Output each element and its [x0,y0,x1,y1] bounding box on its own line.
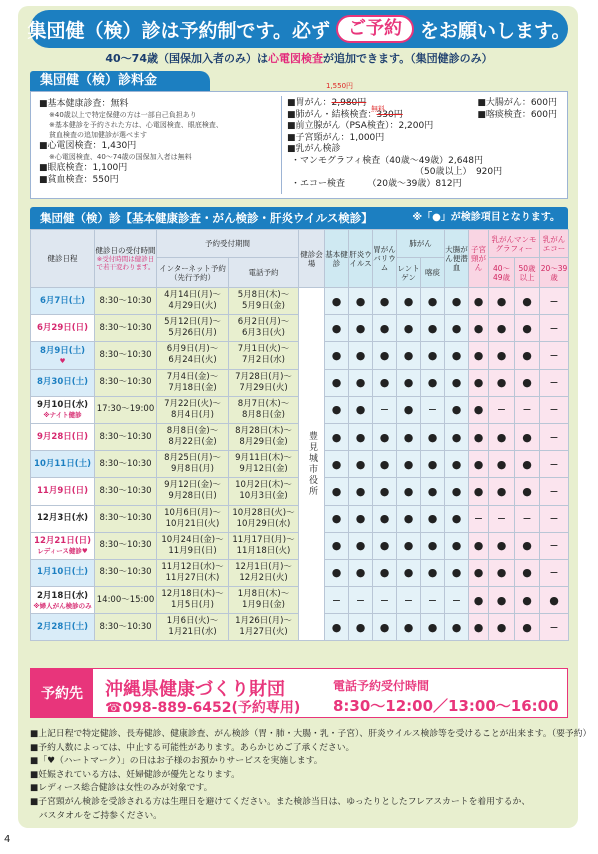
contact-box [30,668,568,718]
row-mark: ● [421,342,445,369]
subnote-post: が追加できます。（集団健診のみ） [323,52,493,65]
row-time: 8:30〜10:30 [95,423,157,450]
ecg-subnote [30,50,568,66]
banner-pill: ご予約 [336,15,414,43]
row-mark: ● [469,614,489,641]
cervix-fee: ■子宮頸がん：1,000円 [287,132,385,143]
row-mark: ● [325,423,349,450]
row-mark: ● [469,288,489,315]
row-mark: ● [489,451,515,478]
row-mark: ● [373,451,397,478]
header-phone: 電話予約 [229,258,299,288]
contact-hours: 8:30〜12:00／13:00〜16:00 [333,697,559,715]
row-mark: ● [325,559,349,586]
row-phone-period: 7月28日(月)〜 7月29日(火) [229,369,299,396]
row-phone-period: 8月28日(木)〜 8月29日(金) [229,423,299,450]
header-m50: 50歳以上 [515,258,540,288]
row-mark: ● [325,315,349,342]
row-internet-period: 1月6日(火)〜 1月21日(水) [157,614,229,641]
contact-phone[interactable]: ☎098-889-6452(予約専用) [105,700,301,716]
row-date [31,369,95,396]
fee-box [30,91,568,199]
row-mark: ● [421,451,445,478]
row-time: 8:30〜10:30 [95,614,157,641]
row-mark: − [540,396,569,423]
row-mark: ● [515,614,540,641]
mammo-fee: ・マンモグラフィ検査（40歳〜49歳）2,648円 [291,155,483,166]
schedule-note: ※「●」が検診項目となります。 [412,212,560,223]
row-mark: ● [515,532,540,559]
row-mark: ● [469,369,489,396]
notes-list [30,728,592,823]
fee-left-item: ■眼底検査：1,100円 [39,163,128,173]
row-mark: ● [489,423,515,450]
row-mark: ● [469,423,489,450]
row-mark: ● [421,288,445,315]
row-mark: − [489,505,515,532]
row-mark: ● [489,478,515,505]
fee-left-item: ※基本健診を予約された方は、心電図検査、眼底検査、 [49,121,223,129]
row-date-text: 10月11日(土) [34,458,91,469]
header-sputum: 喀痰 [421,258,445,288]
fee-divider [281,96,282,194]
row-mark: ● [349,505,373,532]
row-mark: ● [397,369,421,396]
header-echo: 乳がんエコー [540,230,569,258]
row-mark: ● [325,288,349,315]
header-venue: 健診会場 [299,230,325,288]
banner-post: をお願いします。 [420,19,571,42]
row-mark: ● [373,478,397,505]
row-mark: ● [349,614,373,641]
row-mark: ● [515,288,540,315]
row-mark: − [373,396,397,423]
row-mark: − [349,587,373,614]
note-item: ■子宮頸がん検診を受診される方は生理日を避けてください。また検診当日は、ゆったりとしたフレアスカートを着用するか、 [30,796,531,807]
row-mark: ● [397,505,421,532]
row-date [31,396,95,423]
header-e20: 20〜39歳 [540,258,569,288]
lung-old-price: 330円 [376,109,403,120]
header-period: 予約受付期間 [157,230,299,258]
banner-pre: 集団健（検）診は予約制です。必ず [27,19,330,42]
note-item: バスタオルをご持参ください。 [30,810,162,821]
row-mark: ● [515,451,540,478]
row-mark: ● [349,369,373,396]
row-mark: ● [515,559,540,586]
header-internet: インターネット予約（先行予約） [157,258,229,288]
row-internet-period: 9月12日(金)〜 9月28日(日) [157,478,229,505]
row-phone-period: 6月2日(月)〜 6月3日(火) [229,315,299,342]
row-time: 8:30〜10:30 [95,315,157,342]
row-mark: ● [469,342,489,369]
row-time: 8:30〜10:30 [95,451,157,478]
row-mark: ● [540,587,569,614]
row-mark: − [421,587,445,614]
note-item: ■妊娠されている方は、妊婦健診が優先となります。 [30,769,240,780]
row-mark: ● [373,505,397,532]
note-item: ■上記日程で特定健診、長寿健診、健康診査、がん検診（胃・肺・大腸・乳・子宮）、肝炎ウイルス検診等を受けることが出来ます。（要予約） [30,729,592,739]
row-date-text: 12月3日(水) [36,513,88,524]
row-mark: ● [445,478,469,505]
fee-section-title: 集団健（検）診料金 [30,71,210,91]
row-mark: ● [325,478,349,505]
row-internet-period: 12月18日(木)〜 1月5日(月) [157,587,229,614]
row-time: 8:30〜10:30 [95,559,157,586]
header-lung: 肺がん [397,230,445,258]
row-internet-period: 11月12日(水)〜 11月27日(木) [157,559,229,586]
note-item: ■「♥（ハートマーク）」の日はお子様のお預かりサービスを実施します。 [30,756,323,767]
schedule-row [31,288,569,315]
row-mark: ● [349,342,373,369]
subnote-pre: 40〜74歳（国保加入者のみ）は [105,52,268,65]
header-date: 健診日程 [31,230,95,288]
row-mark: ● [421,369,445,396]
row-date [31,315,95,342]
mammo-fee-50: （50歳以上） 920円 [415,167,503,177]
row-mark: ● [421,505,445,532]
row-mark: ● [373,423,397,450]
fee-left-item: ■基本健康診査：無料 [39,99,129,109]
row-mark: − [540,505,569,532]
row-mark: ● [489,559,515,586]
row-mark: ● [373,369,397,396]
row-mark: − [540,478,569,505]
row-mark: ● [349,478,373,505]
row-mark: ● [469,315,489,342]
row-phone-period: 5月8日(木)〜 5月9日(金) [229,288,299,315]
row-internet-period: 7月4日(金)〜 7月18日(金) [157,369,229,396]
row-phone-period: 11月17日(月)〜 11月18日(火) [229,532,299,559]
row-mark: ● [445,451,469,478]
row-mark: ● [445,369,469,396]
contact-hours-label: 電話予約受付時間 [333,679,430,693]
fee-left-list [39,98,301,186]
header-colon: 大腸がん便潜血 [445,230,469,288]
row-time: 8:30〜10:30 [95,505,157,532]
row-mark: ● [325,532,349,559]
fee-right-list [287,98,567,190]
row-internet-period: 8月25日(月)〜 9月8日(月) [157,451,229,478]
row-mark: − [540,532,569,559]
row-phone-period: 10月2日(木)〜 10月3日(金) [229,478,299,505]
header-hepatitis: 肝炎ウイルス [349,230,373,288]
row-internet-period: 10月24日(金)〜 11月9日(日) [157,532,229,559]
row-mark: ● [469,587,489,614]
row-mark: ● [373,614,397,641]
contact-tag: 予約先 [31,669,93,717]
row-mark: ● [469,396,489,423]
row-mark: ● [397,614,421,641]
header-stomach: 胃がんバリウム [373,230,397,288]
row-internet-period: 6月9日(月)〜 6月24日(火) [157,342,229,369]
row-mark: ● [397,396,421,423]
row-mark: − [540,288,569,315]
row-mark: ● [489,614,515,641]
subnote-red: 心電図検査 [268,52,323,65]
row-date-note: レディース健診♥ [37,547,88,556]
row-mark: − [540,315,569,342]
row-mark: ● [349,532,373,559]
schedule-table [30,229,569,641]
row-mark: − [397,587,421,614]
row-mark: ● [445,315,469,342]
header-m40: 40〜49歳 [489,258,515,288]
row-mark: ● [489,315,515,342]
reservation-banner [27,10,571,48]
row-mark: ● [349,288,373,315]
row-mark: ● [325,505,349,532]
row-time: 8:30〜10:30 [95,532,157,559]
lung-label: ■肺がん・結核検査： [287,109,377,120]
row-date-note: ※婦人がん検診のみ [33,601,92,610]
row-mark: ● [421,614,445,641]
row-time: 8:30〜10:30 [95,478,157,505]
row-mark: ● [445,559,469,586]
row-date-text: 12月21日(日) [34,536,91,547]
row-mark: ● [515,478,540,505]
row-mark: − [489,396,515,423]
row-phone-period: 1月8日(木)〜 1月9日(金) [229,587,299,614]
row-mark: − [540,614,569,641]
row-time: 8:30〜10:30 [95,342,157,369]
row-mark: ● [373,559,397,586]
row-mark: − [515,505,540,532]
row-mark: ● [489,369,515,396]
stomach-label: ■胃がん： [287,98,332,108]
row-mark: ● [445,288,469,315]
row-mark: ● [445,505,469,532]
row-date-text: 8月30日(土) [36,377,88,388]
row-mark: − [445,587,469,614]
row-date [31,423,95,450]
row-mark: − [325,587,349,614]
fee-left-item: ■心電図検査：1,430円 [39,141,137,151]
row-date-text: 6月7日(土) [39,295,86,306]
row-mark: ● [469,478,489,505]
row-phone-period: 1月26日(月)〜 1月27日(火) [229,614,299,641]
fee-left-item: ※40歳以上で特定保健の方は一部自己負担あり [49,111,197,119]
schedule-title [30,207,568,229]
new-stomach-price: 1,550円 [326,82,354,90]
row-mark: ● [397,559,421,586]
row-date-text: 6月29日(日) [36,322,88,333]
row-date [31,614,95,641]
contact-org: 沖縄県健康づくり財団 [105,679,285,700]
page-number: 4 [4,834,11,845]
row-date-text: 2月28日(土) [36,621,88,632]
row-date [31,342,95,369]
row-mark: ● [373,288,397,315]
row-phone-period: 7月1日(火)〜 7月2日(水) [229,342,299,369]
row-mark: ● [489,342,515,369]
row-mark: − [540,559,569,586]
row-mark: ● [373,315,397,342]
row-mark: ● [325,342,349,369]
row-mark: ● [349,423,373,450]
row-mark: ● [469,559,489,586]
fee-left-item: ※心電図検査、40〜74歳の国保加入者は無料 [49,153,192,161]
row-date [31,478,95,505]
row-mark: ● [445,342,469,369]
row-mark: ● [489,532,515,559]
row-mark: ● [469,532,489,559]
venue: 豊見城市役所 [299,288,325,641]
row-mark: ● [421,423,445,450]
row-date [31,288,95,315]
row-phone-period: 10月28日(火)〜 10月29日(水) [229,505,299,532]
row-mark: − [469,505,489,532]
row-mark: ● [397,288,421,315]
header-time [95,230,157,288]
row-date-text: 11月9日(日) [36,485,88,496]
row-date [31,559,95,586]
header-time-note: ※受付時間は健診日で若干変わります。 [96,255,155,271]
row-internet-period: 5月12日(月)〜 5月26日(月) [157,315,229,342]
row-mark: ● [397,423,421,450]
fee-left-item: ■貧血検査：550円 [39,175,119,185]
row-mark: ● [325,614,349,641]
row-date-text: 9月28日(日) [36,431,88,442]
row-mark: ● [373,342,397,369]
row-date [31,451,95,478]
row-date-note: ※ナイト健診 [43,411,82,420]
row-mark: ● [515,342,540,369]
psa-fee: ■前立腺がん（PSA検査）：2,200円 [287,121,434,131]
row-phone-period: 9月11日(木)〜 9月12日(金) [229,451,299,478]
row-mark: ● [489,288,515,315]
row-mark: ● [421,315,445,342]
row-mark: ● [515,315,540,342]
row-mark: ● [445,614,469,641]
row-mark: ● [515,423,540,450]
row-internet-period: 10月6日(月)〜 10月21日(火) [157,505,229,532]
row-mark: ● [373,532,397,559]
row-internet-period: 7月22日(火)〜 8月4日(月) [157,396,229,423]
row-mark: − [540,423,569,450]
row-phone-period: 8月7日(木)〜 8月8日(金) [229,396,299,423]
row-mark: ● [515,587,540,614]
note-item: ■予約人数によっては、中止する可能性があります。あらかじめご了承ください。 [30,742,355,753]
row-mark: ● [397,451,421,478]
note-item: ■レディース総合健診は女性のみが対象です。 [30,783,213,794]
row-mark: ● [349,396,373,423]
row-date [31,532,95,559]
row-mark: ● [325,369,349,396]
row-mark: ● [349,451,373,478]
row-mark: − [540,369,569,396]
header-time-label: 健診日の受付時間 [95,246,156,255]
row-mark: ● [515,369,540,396]
breast-label: ■乳がん検診 [287,144,341,154]
fee-left-item: 貧血検査の追加健診が選べます [49,131,147,139]
row-mark: ● [397,315,421,342]
row-mark: ● [397,532,421,559]
colon-fee: ■大腸がん：600円 [477,98,557,108]
row-mark: ● [325,451,349,478]
row-phone-period: 12月1日(月)〜 12月2日(火) [229,559,299,586]
row-mark: ● [469,451,489,478]
sputum-fee: ■喀痰検査：600円 [477,109,557,120]
row-mark: ● [421,559,445,586]
row-mark: − [373,587,397,614]
header-lung-xray: レントゲン [397,258,421,288]
row-date-text: 9月10日(水) [36,400,88,411]
schedule-title-text: 集団健（検）診【基本健康診査・がん検診・肝炎ウイルス検診】 [40,211,373,225]
row-mark: − [421,396,445,423]
row-mark: ● [421,532,445,559]
row-date-text: 8月9日(土) [39,345,86,356]
header-basic: 基本健診 [325,230,349,288]
free-tag: 無料 [371,105,385,113]
row-mark: ● [445,396,469,423]
row-mark: − [540,451,569,478]
row-mark: ● [445,423,469,450]
echo-fee: ・エコー検査 （20歳〜39歳）812円 [291,178,462,189]
row-time: 17:30〜19:00 [95,396,157,423]
row-mark: ● [445,532,469,559]
header-mammo: 乳がんマンモグラフィー [489,230,540,258]
row-mark: ● [397,342,421,369]
row-date [31,505,95,532]
row-date-text: 1月10日(土) [36,567,88,578]
row-mark: ● [349,315,373,342]
row-date-note: ♥ [59,356,66,365]
row-internet-period: 8月8日(金)〜 8月22日(金) [157,423,229,450]
row-date [31,587,95,614]
row-internet-period: 4月14日(月)〜 4月29日(火) [157,288,229,315]
row-mark: ● [489,587,515,614]
row-time: 8:30〜10:30 [95,288,157,315]
row-mark: − [515,396,540,423]
row-mark: ● [421,478,445,505]
row-time: 8:30〜10:30 [95,369,157,396]
row-mark: − [540,342,569,369]
row-date-text: 2月18日(水) [36,590,88,601]
row-mark: ● [349,559,373,586]
row-time: 14:00〜15:00 [95,587,157,614]
row-mark: ● [325,396,349,423]
stomach-old-price: 2,980円 [331,98,367,108]
row-mark: ● [397,478,421,505]
header-cervix: 子宮頸がん [469,230,489,288]
